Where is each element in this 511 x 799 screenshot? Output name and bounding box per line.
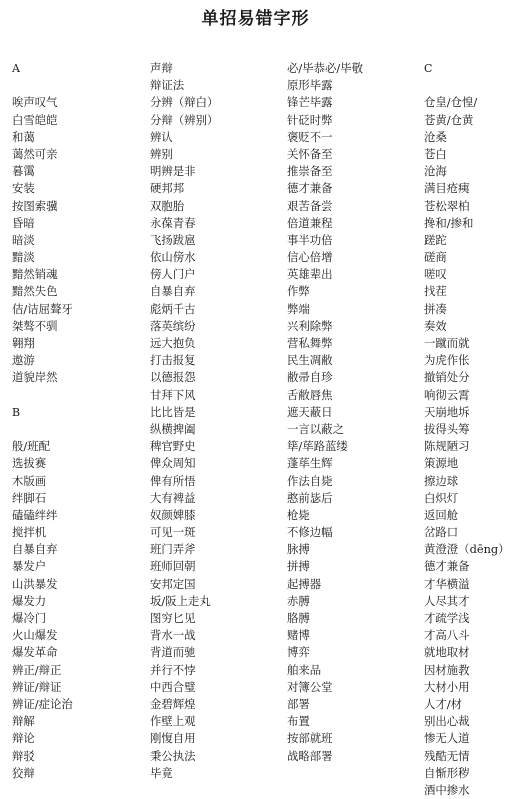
word-entry: 民生凋敝 [287, 353, 333, 368]
word-entry: 山洪暴发 [12, 576, 58, 591]
word-entry: 才疏学浅 [424, 611, 470, 625]
word-entry: 作弊 [287, 284, 310, 299]
word-entry: 飞扬跋扈 [150, 232, 196, 247]
word-entry: 满目疮痍 [424, 181, 470, 196]
word-entry: 辨正/辩正 [12, 662, 62, 677]
word-entry: 奴颜婢膝 [150, 507, 196, 522]
word-entry: 翱翔 [12, 336, 35, 350]
word-entry: 部署 [287, 696, 310, 711]
word-entry: 班师回朝 [150, 559, 196, 574]
word-entry: 爆发力 [12, 593, 47, 608]
word-entry: 响彻云霄 [424, 387, 470, 402]
word-entry: 搀和/掺和 [424, 215, 474, 230]
word-entry: 暴发户 [12, 559, 47, 574]
word-entry: 嗟叹 [424, 267, 447, 282]
word-entry: 甘拜下风 [150, 387, 196, 402]
word-entry: 弊端 [287, 301, 310, 316]
word-entry: 和蔼 [12, 129, 35, 144]
word-entry: 黄澄澄（dēng） [424, 542, 510, 557]
word-entry: 酒中掺水 [424, 782, 470, 797]
word-entry: 中西合璧 [150, 679, 196, 694]
word-entry: 辩驳 [12, 748, 35, 763]
word-entry: 信心倍增 [287, 250, 333, 265]
word-entry: 策源地 [424, 456, 459, 471]
word-entry: 拔得头筹 [424, 421, 470, 436]
word-entry: 秉公执法 [150, 748, 196, 763]
word-entry: 倍道兼程 [287, 215, 333, 230]
word-entry: 褒贬不一 [287, 129, 333, 144]
word-entry: 岔路口 [424, 525, 459, 540]
spacer [12, 77, 142, 94]
word-entry: 搅拌机 [12, 525, 47, 540]
column-3 [287, 60, 417, 765]
word-entry: 辩解 [12, 714, 35, 729]
word-entry: 一言以蔽之 [287, 421, 344, 436]
word-entry: 陈规陋习 [424, 439, 470, 454]
word-entry: 稗官野史 [150, 439, 196, 454]
word-entry: 必/毕恭必/毕敬 [287, 61, 364, 75]
word-entry: 自暴自弃 [12, 542, 58, 557]
word-entry: 营私舞弊 [287, 336, 333, 350]
word-entry: 狡辩 [12, 765, 35, 780]
word-entry: 明辨是非 [150, 164, 196, 179]
word-entry: 暮霭 [12, 164, 35, 179]
column-2 [150, 60, 280, 782]
word-entry: 大材小用 [424, 679, 470, 694]
word-entry: 硬邦邦 [150, 181, 185, 196]
word-entry: 桀骜不驯 [12, 318, 58, 333]
word-entry: 自惭形秽 [424, 765, 470, 780]
word-entry: 辩证法 [150, 78, 185, 93]
word-entry: 原形毕露 [287, 78, 333, 93]
word-entry: 声辩 [150, 61, 173, 75]
word-entry: 辨证/症论治 [12, 696, 73, 711]
word-entry: 敝帚自珍 [287, 370, 333, 385]
word-entry: 昏暗 [12, 215, 35, 230]
word-entry: 擦边球 [424, 473, 459, 488]
word-entry: 道貌岸然 [12, 370, 58, 385]
word-entry: 爆发革命 [12, 645, 58, 660]
word-entry: 才高八斗 [424, 628, 470, 643]
word-entry: 找茬 [424, 284, 447, 299]
word-entry: 蓬荜生辉 [287, 456, 333, 471]
word-entry: 蹉跎 [424, 232, 447, 247]
column-1 [12, 60, 142, 782]
word-entry: 别出心裁 [424, 714, 470, 729]
word-entry: 般/班配 [12, 439, 51, 454]
word-entry: 战略部署 [287, 748, 333, 763]
word-entry: 拼搏 [287, 559, 310, 574]
word-entry: 人尽其才 [424, 593, 470, 608]
word-entry: 舶来品 [287, 662, 322, 677]
word-entry: 选拔赛 [12, 456, 47, 471]
word-entry: 以德报怨 [150, 370, 196, 385]
word-entry: 白雪皑皑 [12, 112, 58, 127]
word-entry: 金碧辉煌 [150, 696, 196, 711]
word-entry: 永葆青春 [150, 215, 196, 230]
section-letter: B [12, 405, 21, 419]
word-entry: 作法自毙 [287, 473, 333, 488]
word-entry: 苍松翠柏 [424, 198, 470, 213]
section-letter: C [424, 62, 433, 75]
word-entry: 因材施教 [424, 662, 470, 677]
word-entry: 返回舱 [424, 507, 459, 522]
word-entry: 双胞胎 [150, 198, 185, 213]
word-entry: 大有裨益 [150, 490, 196, 505]
word-entry: 作壁上观 [150, 714, 196, 729]
word-entry: 彪炳千古 [150, 301, 196, 316]
word-entry: 苍黄/仓黄 [424, 112, 474, 127]
word-entry: 奏效 [424, 318, 447, 333]
word-entry: 木版画 [12, 473, 47, 488]
word-entry: 图穷匕见 [150, 611, 196, 625]
spacer [424, 77, 511, 94]
word-entry: 博弈 [287, 645, 310, 660]
word-entry: 依山傍水 [150, 250, 196, 265]
word-entry: 天崩地坼 [424, 404, 470, 419]
word-entry: 不修边幅 [287, 525, 333, 540]
word-entry: 英雄辈出 [287, 267, 333, 282]
word-entry: 沧海 [424, 164, 447, 179]
word-entry: 苍白 [424, 146, 447, 161]
word-entry: 纵横捭阖 [150, 421, 196, 436]
word-entry: 佶/诘屈聱牙 [12, 301, 73, 316]
word-entry: 兴利除弊 [287, 318, 333, 333]
section-letter: A [12, 62, 20, 75]
word-entry: 毕竟 [150, 765, 173, 780]
word-entry: 黯然销魂 [12, 267, 58, 282]
word-entry: 撤销处分 [424, 370, 470, 385]
word-entry: 赌博 [287, 628, 310, 643]
word-entry: 背水一战 [150, 628, 196, 643]
word-entry: 事半功倍 [287, 232, 333, 247]
word-entry: 布置 [287, 714, 310, 729]
page-title: 单招易错字形 [201, 9, 310, 29]
word-entry: 白炽灯 [424, 490, 459, 505]
word-entry: 对簿公堂 [287, 679, 333, 694]
word-entry: 遮天蔽日 [287, 404, 333, 419]
word-entry: 分辩（辨别） [150, 112, 219, 127]
word-entry: 打击报复 [150, 353, 196, 368]
word-entry: 磋商 [424, 250, 447, 265]
word-entry: 憨前毖后 [287, 490, 333, 505]
word-entry: 远大抱负 [150, 336, 196, 350]
word-entry: 磕磕绊绊 [12, 507, 58, 522]
word-entry: 落英缤纷 [150, 318, 196, 333]
word-entry: 仓皇/仓惶/ [424, 95, 478, 110]
word-entry: 比比皆是 [150, 404, 196, 419]
word-entry: 辨证/辩证 [12, 679, 62, 694]
word-entry: 分辨（辩白） [150, 95, 219, 110]
word-entry: 黯淡 [12, 250, 35, 265]
word-entry: 人才/材 [424, 696, 463, 711]
word-entry: 坂/阪上走丸 [150, 593, 211, 608]
word-entry: 才华横溢 [424, 576, 470, 591]
word-entry: 火山爆发 [12, 628, 58, 643]
word-entry: 辨别 [150, 146, 173, 161]
spacer [12, 421, 142, 438]
word-entry: 惨无人道 [424, 731, 470, 746]
word-entry: 刚愎自用 [150, 731, 196, 746]
word-entry: 并行不悖 [150, 662, 196, 677]
word-entry: 就地取材 [424, 645, 470, 660]
word-entry: 德才兼备 [424, 559, 470, 574]
word-entry: 爆冷门 [12, 611, 47, 625]
word-entry: 德才兼备 [287, 181, 333, 196]
word-entry: 俾众周知 [150, 456, 196, 471]
column-4 [424, 60, 511, 799]
word-entry: 辨认 [150, 129, 173, 144]
word-entry: 锋芒毕露 [287, 95, 333, 110]
word-entry: 可见一斑 [150, 525, 196, 540]
word-entry: 脉搏 [287, 542, 310, 557]
word-entry: 唉声叹气 [12, 95, 58, 110]
word-entry: 枪毙 [287, 507, 310, 522]
word-entry: 傍人门户 [150, 267, 196, 282]
word-entry: 起搏器 [287, 576, 322, 591]
word-entry: 拼凑 [424, 301, 447, 316]
word-entry: 安邦定国 [150, 576, 196, 591]
word-entry: 筚/荜路蓝缕 [287, 439, 348, 454]
word-entry: 胳膊 [287, 611, 310, 625]
word-entry: 残酷无情 [424, 748, 470, 763]
word-entry: 沧桑 [424, 129, 447, 144]
word-entry: 艰苦备尝 [287, 198, 333, 213]
word-entry: 赤膊 [287, 593, 310, 608]
word-entry: 俾有所悟 [150, 473, 196, 488]
word-entry: 辩论 [12, 731, 35, 746]
word-entry: 针砭时弊 [287, 112, 333, 127]
word-entry: 自暴自弃 [150, 284, 196, 299]
word-entry: 背道而驰 [150, 645, 196, 660]
word-entry: 班门弄斧 [150, 542, 196, 557]
word-entry: 关怀备至 [287, 146, 333, 161]
word-entry: 推崇备至 [287, 164, 333, 179]
word-entry: 安装 [12, 181, 35, 196]
word-entry: 蔼然可亲 [12, 146, 58, 161]
word-entry: 按部就班 [287, 731, 333, 746]
spacer [12, 387, 142, 404]
word-entry: 按图索骥 [12, 198, 58, 213]
word-entry: 遨游 [12, 353, 35, 368]
word-entry: 暗淡 [12, 232, 35, 247]
word-entry: 黯然失色 [12, 284, 58, 299]
word-entry: 舌敝唇焦 [287, 387, 333, 402]
word-entry: 为虎作伥 [424, 353, 470, 368]
word-entry: 绊脚石 [12, 490, 47, 505]
word-entry: 一蹴而就 [424, 336, 470, 350]
